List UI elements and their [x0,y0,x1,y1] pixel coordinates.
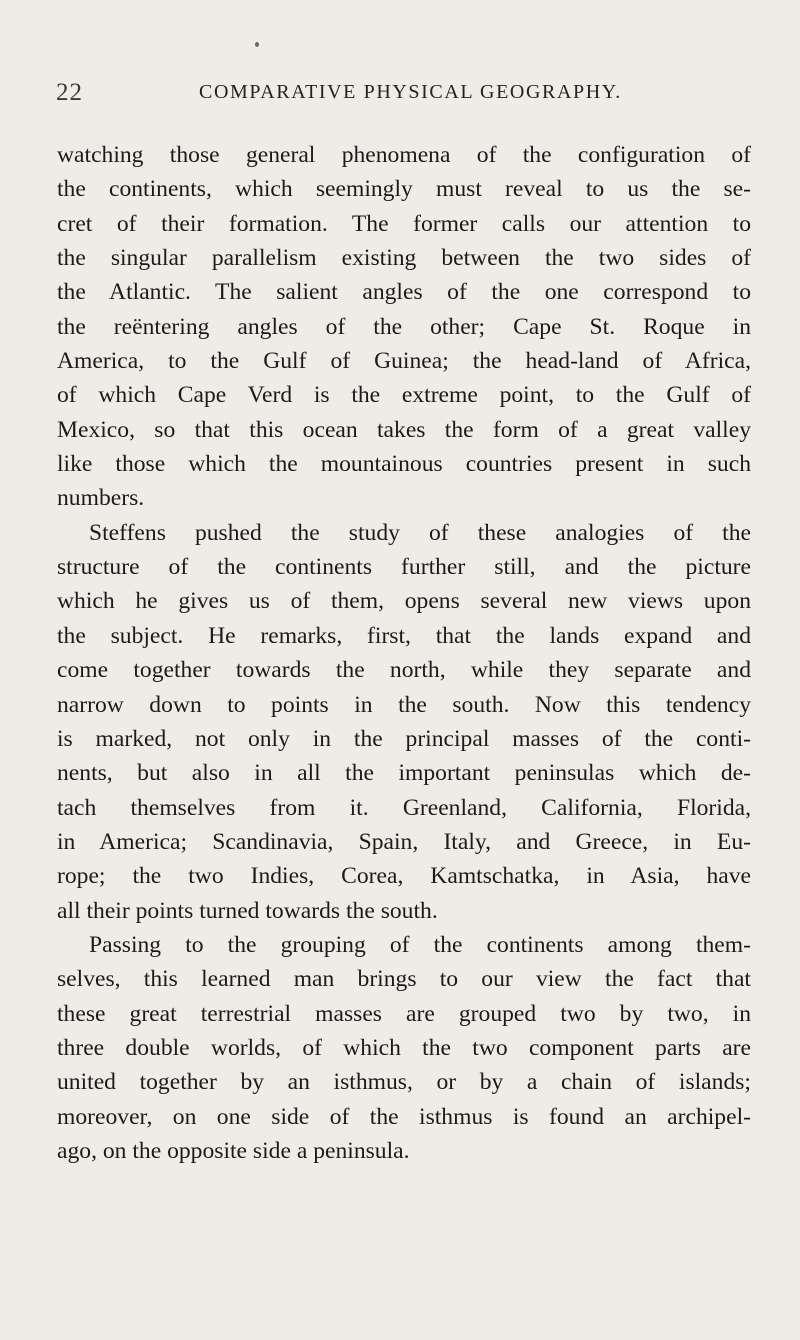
text-line: of which Cape Verd is the extreme point, to the Gulf of [57,382,751,409]
text-line: structure of the continents further still, and the picture [57,554,751,581]
text-line: Steffens pushed the study of these analogies of the [89,519,751,546]
text-line: numbers. [57,485,145,512]
text-line: the singular parallelism existing between the two sides of [57,245,751,272]
text-line: which he gives us of them, opens several new views upon [57,588,751,615]
text-line: nents, but also in all the important peninsulas which de- [57,760,751,787]
text-line: Mexico, so that this ocean takes the form of a great valley [57,416,751,443]
text-line: Passing to the grouping of the continents among them- [89,931,751,958]
text-line: the Atlantic. The salient angles of the one correspond to [57,279,751,306]
text-line: three double worlds, of which the two component parts are [57,1034,751,1061]
text-line: watching those general phenomena of the configuration of [57,142,751,168]
text-line: America, to the Gulf of Guinea; the head-land of Africa, [57,348,751,375]
text-line: united together by an isthmus, or by a chain of islands; [57,1069,751,1096]
paragraph-1 [57,138,751,516]
text-line: tach themselves from it. Greenland, California, Florida, [57,794,751,821]
page-number: 22 [56,79,83,106]
body-text [57,138,751,1168]
paragraph-3 [57,928,751,1168]
text-line: in America; Scandinavia, Spain, Italy, and Greece, in Eu- [57,828,751,855]
text-line: the subject. He remarks, first, that the lands expand and [57,622,751,649]
text-line: selves, this learned man brings to our view the fact that [57,966,751,993]
paragraph-2 [57,516,751,928]
text-line: rope; the two Indies, Corea, Kamtschatka, in Asia, have [57,863,751,890]
text-line: cret of their formation. The former calls our attention to [57,210,751,237]
text-line: is marked, not only in the principal masses of the conti- [57,725,751,752]
running-head: COMPARATIVE PHYSICAL GEOGRAPHY. [199,81,622,103]
text-line: these great terrestrial masses are grouped two by two, in [57,1000,751,1027]
text-line: the reëntering angles of the other; Cape St. Roque in [57,313,751,340]
page-header [56,79,746,109]
text-line: come together towards the north, while they separate and [57,657,751,684]
text-line: ago, on the opposite side a peninsula. [57,1137,410,1164]
text-line: narrow down to points in the south. Now this tendency [57,691,751,718]
text-line: like those which the mountainous countries present in such [57,451,751,478]
text-line: all their points turned towards the south. [57,897,438,924]
text-line: moreover, on one side of the isthmus is found an archipel- [57,1103,751,1130]
ink-speck [255,42,259,47]
text-line: the continents, which seemingly must reveal to us the se- [57,176,751,203]
